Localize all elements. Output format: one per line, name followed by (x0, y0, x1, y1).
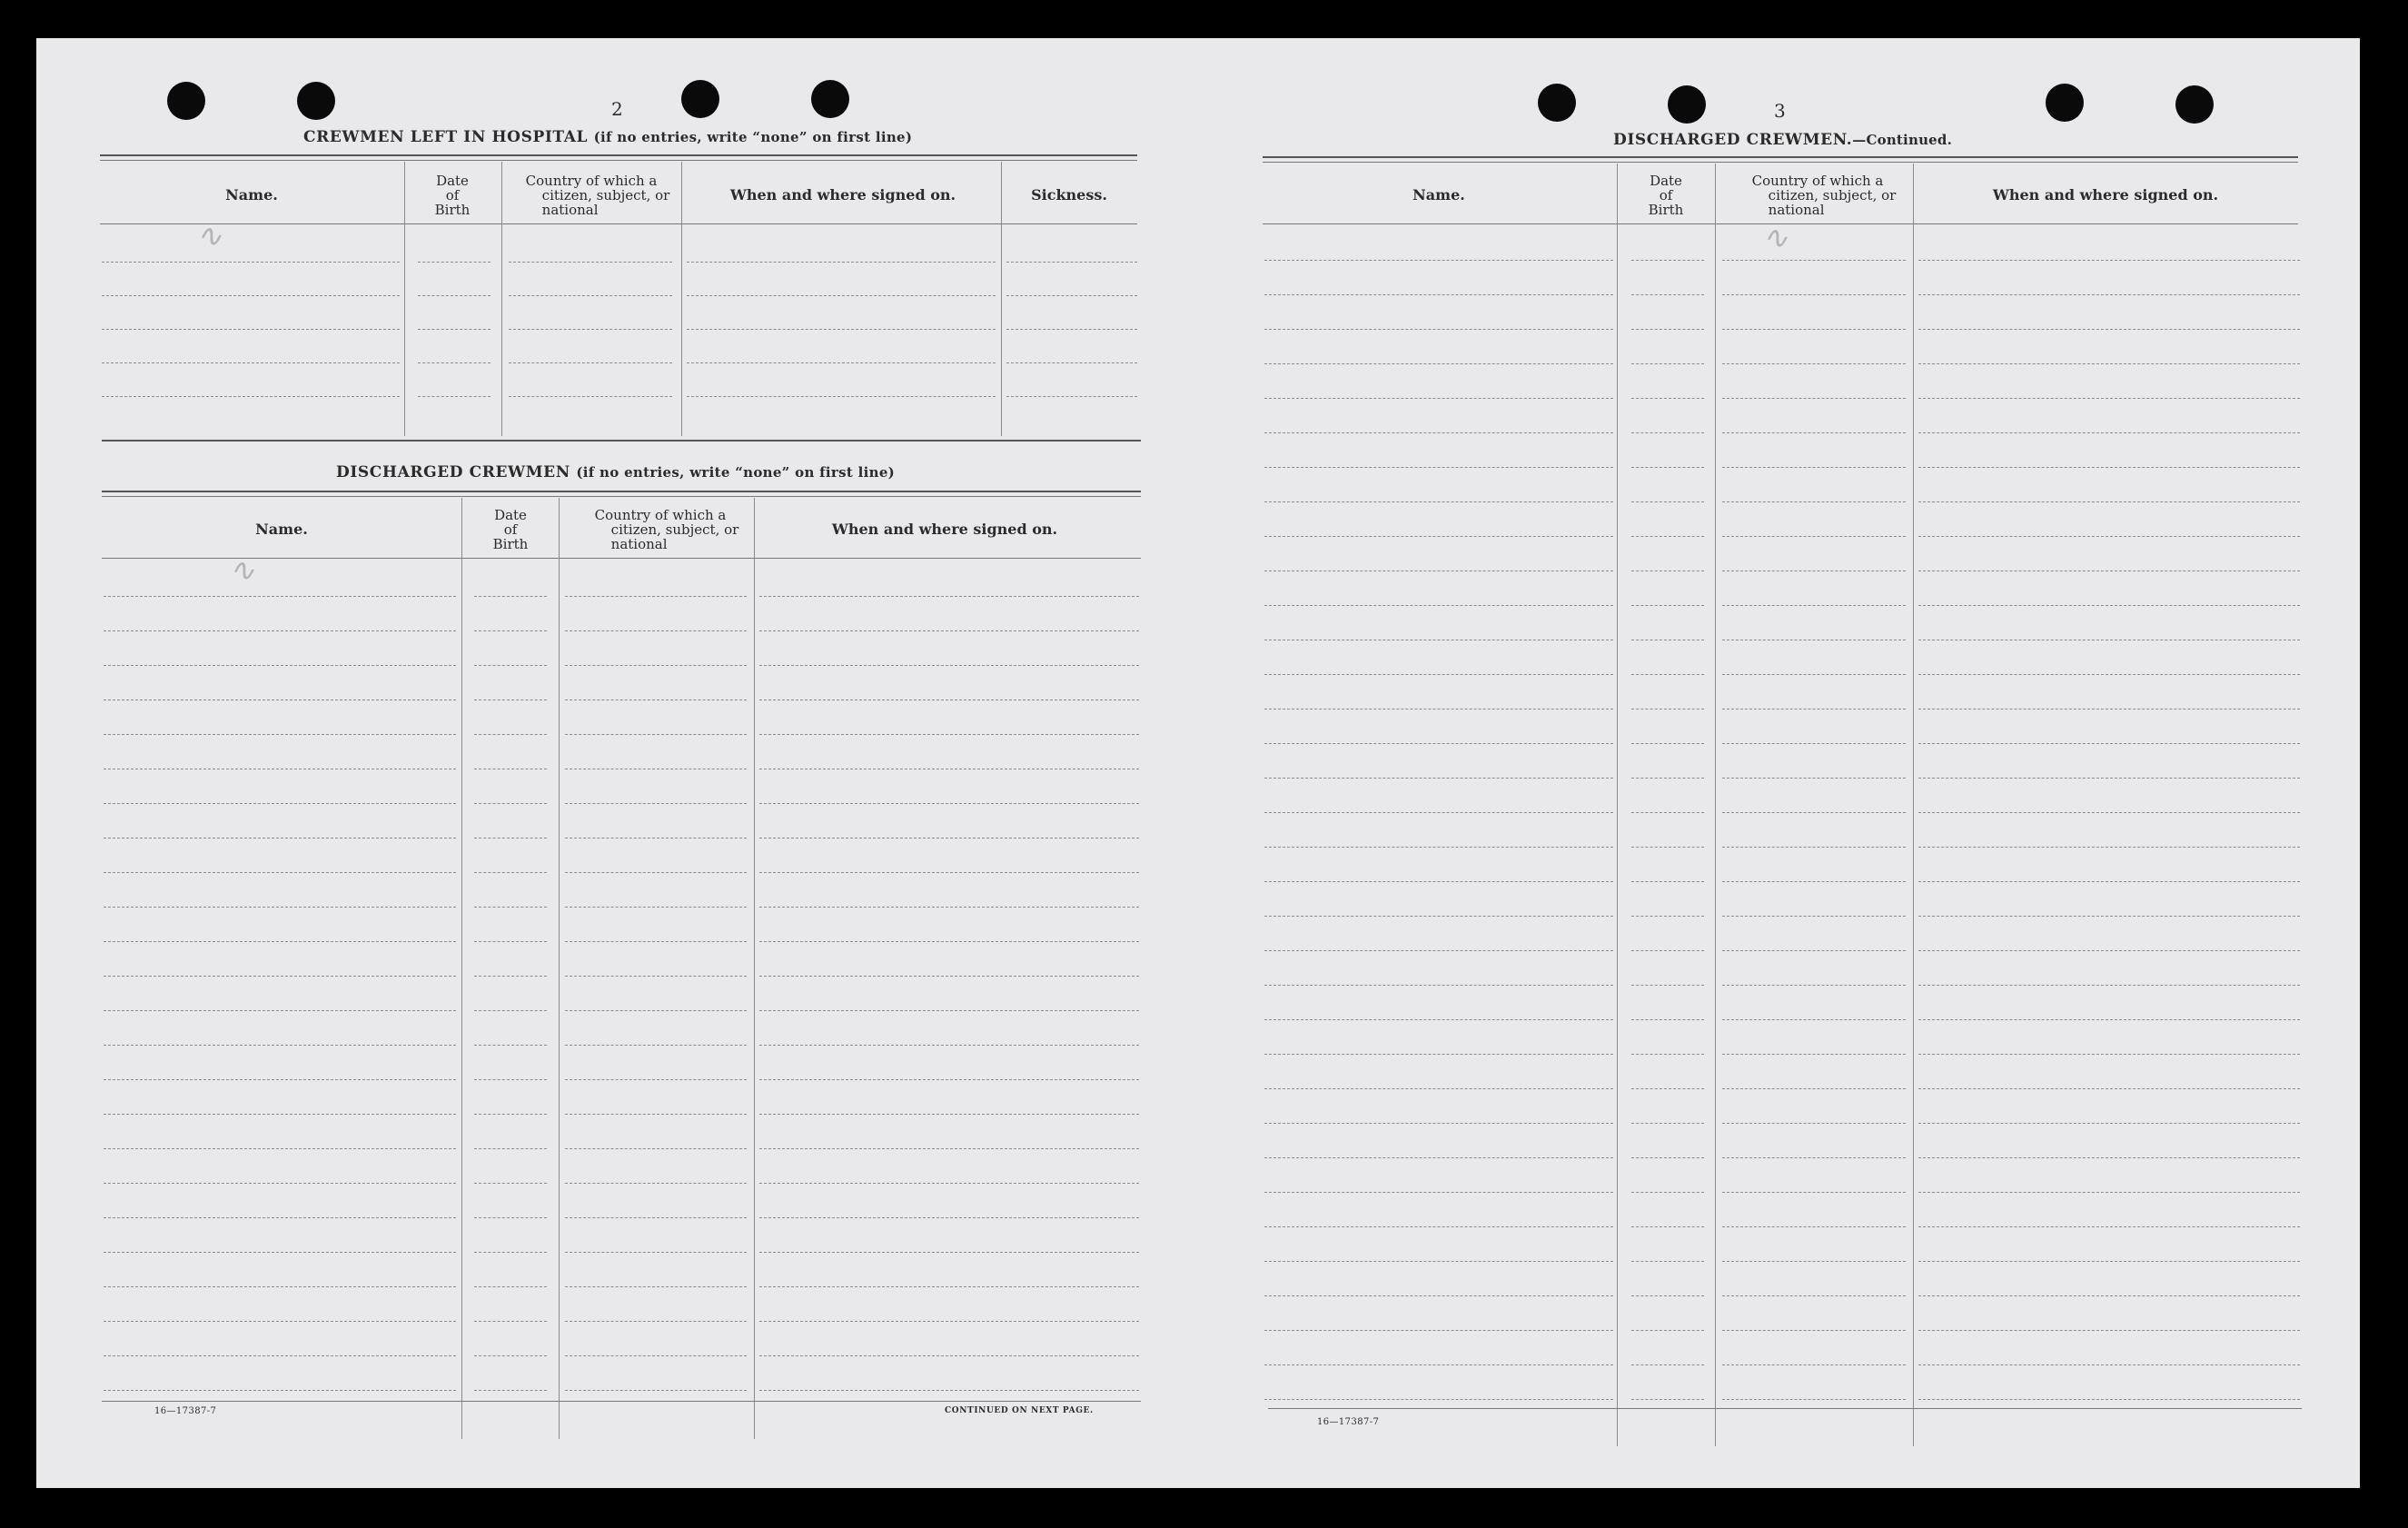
blank-entry-line (1631, 432, 1704, 433)
blank-entry-line (1264, 950, 1613, 951)
blank-entry-line (759, 1355, 1139, 1356)
blank-entry-line (1264, 1330, 1613, 1331)
blank-entry-line (565, 1286, 747, 1287)
blank-entry-line (1264, 812, 1613, 813)
blank-entry-line (1264, 1088, 1613, 1089)
blank-entry-line (1722, 985, 1906, 986)
blank-entry-line (1631, 363, 1704, 364)
blank-entry-line (1918, 1261, 2300, 1262)
blank-entry-line (1722, 1088, 1906, 1089)
bottom-rule (102, 1401, 1141, 1402)
discharged-instruction: (if no entries, write “none” on first line) (576, 464, 896, 481)
section-rule (102, 491, 1141, 492)
col-header-signed-on: When and where signed on. (831, 521, 1058, 538)
blank-entry-line (759, 1286, 1139, 1287)
blank-entry-line (1918, 1295, 2300, 1296)
blank-entry-line (565, 734, 747, 735)
blank-entry-line (1918, 847, 2300, 848)
blank-entry-line (104, 1148, 456, 1149)
blank-entry-line (474, 1390, 547, 1391)
punch-hole (1668, 85, 1706, 124)
blank-entry-line (1631, 1054, 1704, 1055)
blank-entry-line (104, 1183, 456, 1184)
blank-entry-line (759, 1217, 1139, 1218)
blank-entry-line (104, 596, 456, 597)
blank-entry-line (418, 262, 491, 263)
blank-entry-line (759, 596, 1139, 597)
blank-entry-line (1264, 778, 1613, 779)
blank-entry-line (1631, 1157, 1704, 1158)
blank-entry-line (1264, 881, 1613, 882)
blank-entry-line (1264, 294, 1613, 295)
blank-entry-line (1918, 1088, 2300, 1089)
column-divider (1617, 164, 1618, 1446)
blank-entry-line (1264, 1261, 1613, 1262)
discharged-title-text: DISCHARGED CREWMEN (336, 463, 570, 481)
blank-entry-line (1631, 1330, 1704, 1331)
blank-entry-line (565, 1355, 747, 1356)
blank-entry-line (509, 329, 672, 330)
col-header-dob: Date of Birth (434, 173, 471, 218)
blank-entry-line (565, 1045, 747, 1046)
blank-entry-line (1918, 812, 2300, 813)
blank-entry-line (1631, 1399, 1704, 1400)
blank-entry-line (1264, 1157, 1613, 1158)
blank-entry-line (104, 665, 456, 666)
blank-entry-line (1631, 398, 1704, 399)
blank-entry-line (1631, 916, 1704, 917)
blank-entry-line (1264, 363, 1613, 364)
col-header-country: Country of which a citizen, subject, or national (594, 507, 739, 552)
blank-entry-line (474, 1321, 547, 1322)
blank-entry-line (759, 1079, 1139, 1080)
blank-entry-line (1264, 847, 1613, 848)
blank-entry-line (474, 1286, 547, 1287)
blank-entry-line (418, 329, 491, 330)
blank-entry-line (1264, 329, 1613, 330)
blank-entry-line (474, 1148, 547, 1149)
continued-note: CONTINUED ON NEXT PAGE. (945, 1406, 1094, 1415)
blank-entry-line (565, 630, 747, 631)
punch-hole (681, 80, 719, 118)
discharged-title-text: DISCHARGED CREWMEN. (1613, 131, 1853, 149)
blank-entry-line (1918, 1123, 2300, 1124)
col-header-country: Country of which a citizen, subject, or national (525, 173, 670, 218)
blank-entry-line (104, 941, 456, 942)
blank-entry-line (565, 1321, 747, 1322)
blank-entry-line (565, 1079, 747, 1080)
blank-entry-line (1918, 1054, 2300, 1055)
blank-entry-line (104, 907, 456, 908)
blank-entry-line (1631, 812, 1704, 813)
blank-entry-line (104, 1390, 456, 1391)
blank-entry-line (104, 1321, 456, 1322)
hospital-section-title (303, 128, 912, 146)
blank-entry-line (1918, 985, 2300, 986)
blank-entry-line (1631, 329, 1704, 330)
blank-entry-line (687, 262, 996, 263)
blank-entry-line (104, 1355, 456, 1356)
column-divider (404, 162, 405, 436)
page-number: 3 (1774, 100, 1786, 122)
blank-entry-line (104, 1045, 456, 1046)
column-divider (559, 498, 560, 1439)
blank-entry-line (1006, 329, 1137, 330)
blank-entry-line (759, 907, 1139, 908)
blank-entry-line (1722, 260, 1906, 261)
blank-entry-line (1264, 1054, 1613, 1055)
blank-entry-line (1264, 1295, 1613, 1296)
col-header-name: Name. (255, 521, 308, 538)
blank-entry-line (474, 665, 547, 666)
blank-entry-line (474, 1183, 547, 1184)
blank-entry-line (565, 1183, 747, 1184)
scanned-sheet (36, 38, 2360, 1488)
punch-hole (811, 80, 849, 118)
blank-entry-line (1918, 1364, 2300, 1365)
hospital-title-text: CREWMEN LEFT IN HOSPITAL (303, 128, 589, 146)
punch-hole (167, 82, 205, 120)
blank-entry-line (565, 1252, 747, 1253)
blank-entry-line (1264, 260, 1613, 261)
blank-entry-line (1631, 260, 1704, 261)
blank-entry-line (1722, 1295, 1906, 1296)
col-header-country: Country of which a citizen, subject, or national (1751, 173, 1897, 218)
blank-entry-line (759, 1045, 1139, 1046)
blank-entry-line (104, 734, 456, 735)
blank-entry-line (565, 1390, 747, 1391)
blank-entry-line (1918, 674, 2300, 675)
blank-entry-line (1918, 294, 2300, 295)
blank-entry-line (1006, 396, 1137, 397)
blank-entry-line (565, 907, 747, 908)
blank-entry-line (1722, 329, 1906, 330)
blank-entry-line (1722, 1019, 1906, 1020)
blank-entry-line (1264, 432, 1613, 433)
blank-entry-line (104, 1010, 456, 1011)
blank-entry-line (1631, 1019, 1704, 1020)
blank-entry-line (565, 1010, 747, 1011)
top-rule (1263, 162, 2298, 163)
blank-entry-line (687, 329, 996, 330)
blank-entry-line (1631, 743, 1704, 744)
blank-entry-line (1631, 501, 1704, 502)
blank-entry-line (759, 941, 1139, 942)
blank-entry-line (1264, 1192, 1613, 1193)
blank-entry-line (1722, 1054, 1906, 1055)
section-rule (102, 496, 1141, 497)
form-number: 16—17387-7 (1317, 1417, 1380, 1427)
blank-entry-line (1264, 467, 1613, 468)
pencil-mark: ∿ (1762, 220, 1794, 256)
blank-entry-line (1918, 501, 2300, 502)
blank-entry-line (759, 1252, 1139, 1253)
blank-entry-line (1006, 362, 1137, 363)
blank-entry-line (474, 1252, 547, 1253)
blank-entry-line (565, 872, 747, 873)
blank-entry-line (759, 976, 1139, 977)
blank-entry-line (509, 362, 672, 363)
blank-entry-line (1264, 1364, 1613, 1365)
blank-entry-line (1006, 295, 1137, 296)
hospital-instruction: (if no entries, write “none” on first line) (593, 129, 913, 145)
blank-entry-line (1264, 1226, 1613, 1227)
blank-entry-line (1722, 881, 1906, 882)
blank-entry-line (1722, 1226, 1906, 1227)
blank-entry-line (1918, 467, 2300, 468)
blank-entry-line (104, 1286, 456, 1287)
blank-entry-line (1722, 743, 1906, 744)
continued-suffix: —Continued. (1852, 132, 1953, 148)
blank-entry-line (759, 1010, 1139, 1011)
blank-entry-line (1722, 778, 1906, 779)
blank-entry-line (1631, 1295, 1704, 1296)
blank-entry-line (1264, 536, 1613, 537)
blank-entry-line (1631, 536, 1704, 537)
blank-entry-line (1918, 916, 2300, 917)
blank-entry-line (759, 1148, 1139, 1149)
blank-entry-line (1631, 1192, 1704, 1193)
blank-entry-line (565, 1148, 747, 1149)
col-header-name: Name. (225, 186, 278, 203)
blank-entry-line (1264, 1123, 1613, 1124)
blank-entry-line (1631, 847, 1704, 848)
column-divider (1001, 162, 1002, 436)
blank-entry-line (565, 1114, 747, 1115)
blank-entry-line (474, 803, 547, 804)
blank-entry-line (104, 1252, 456, 1253)
blank-entry-line (759, 734, 1139, 735)
blank-entry-line (1918, 329, 2300, 330)
col-header-sickness: Sickness. (1031, 186, 1107, 203)
blank-entry-line (1918, 881, 2300, 882)
blank-entry-line (1264, 501, 1613, 502)
blank-entry-line (565, 976, 747, 977)
blank-entry-line (418, 362, 491, 363)
blank-entry-line (1722, 1192, 1906, 1193)
blank-entry-line (1722, 847, 1906, 848)
blank-entry-line (104, 803, 456, 804)
blank-entry-line (1631, 1226, 1704, 1227)
blank-entry-line (1722, 363, 1906, 364)
blank-entry-line (1631, 674, 1704, 675)
blank-entry-line (104, 1114, 456, 1115)
col-header-dob: Date of Birth (492, 507, 529, 552)
blank-entry-line (1918, 260, 2300, 261)
blank-entry-line (1918, 950, 2300, 951)
col-header-signed-on: When and where signed on. (729, 186, 956, 203)
blank-entry-line (1722, 812, 1906, 813)
punch-hole (297, 82, 335, 120)
header-underline (100, 223, 1137, 224)
column-divider (461, 498, 462, 1439)
blank-entry-line (474, 630, 547, 631)
discharged-continued-title (1613, 131, 1952, 149)
blank-entry-line (474, 1045, 547, 1046)
blank-entry-line (1631, 1088, 1704, 1089)
blank-entry-line (1918, 1399, 2300, 1400)
blank-entry-line (474, 734, 547, 735)
punch-hole (2175, 85, 2214, 124)
blank-entry-line (102, 329, 400, 330)
blank-entry-line (1722, 467, 1906, 468)
blank-entry-line (102, 396, 400, 397)
blank-entry-line (1006, 262, 1137, 263)
blank-entry-line (1722, 1399, 1906, 1400)
column-divider (1715, 164, 1716, 1446)
blank-entry-line (1722, 1157, 1906, 1158)
blank-entry-line (102, 262, 400, 263)
blank-entry-line (1631, 1261, 1704, 1262)
blank-entry-line (1722, 1364, 1906, 1365)
blank-entry-line (1918, 363, 2300, 364)
blank-entry-line (474, 907, 547, 908)
blank-entry-line (1722, 501, 1906, 502)
blank-entry-line (1722, 1123, 1906, 1124)
blank-entry-line (687, 396, 996, 397)
blank-entry-line (474, 1079, 547, 1080)
blank-entry-line (759, 630, 1139, 631)
blank-entry-line (1631, 1123, 1704, 1124)
blank-entry-line (565, 665, 747, 666)
blank-entry-line (1631, 985, 1704, 986)
blank-entry-line (1631, 1364, 1704, 1365)
blank-entry-line (1918, 1019, 2300, 1020)
blank-entry-line (687, 295, 996, 296)
blank-entry-line (1264, 743, 1613, 744)
blank-entry-line (104, 1079, 456, 1080)
blank-entry-line (102, 295, 400, 296)
blank-entry-line (1631, 950, 1704, 951)
blank-entry-line (1264, 916, 1613, 917)
blank-entry-line (565, 596, 747, 597)
blank-entry-line (565, 1217, 747, 1218)
blank-entry-line (1918, 1192, 2300, 1193)
blank-entry-line (418, 396, 491, 397)
blank-entry-line (418, 295, 491, 296)
pencil-mark: ∿ (229, 552, 261, 589)
blank-entry-line (759, 665, 1139, 666)
blank-entry-line (509, 295, 672, 296)
blank-entry-line (1264, 674, 1613, 675)
blank-entry-line (474, 872, 547, 873)
discharged-section-title (336, 463, 895, 481)
blank-entry-line (1631, 467, 1704, 468)
blank-entry-line (104, 872, 456, 873)
blank-entry-line (1722, 294, 1906, 295)
blank-entry-line (1722, 916, 1906, 917)
blank-entry-line (474, 1010, 547, 1011)
blank-entry-line (1722, 536, 1906, 537)
blank-entry-line (1722, 1330, 1906, 1331)
top-rule (1263, 156, 2298, 158)
blank-entry-line (1722, 398, 1906, 399)
page-number: 2 (611, 98, 623, 120)
blank-entry-line (1918, 398, 2300, 399)
blank-entry-line (1264, 1399, 1613, 1400)
col-header-dob: Date of Birth (1648, 173, 1684, 218)
blank-entry-line (474, 976, 547, 977)
blank-entry-line (1918, 605, 2300, 606)
blank-entry-line (474, 1114, 547, 1115)
blank-entry-line (509, 396, 672, 397)
blank-entry-line (1264, 985, 1613, 986)
blank-entry-line (1722, 432, 1906, 433)
blank-entry-line (474, 941, 547, 942)
blank-entry-line (759, 872, 1139, 873)
blank-entry-line (1631, 605, 1704, 606)
blank-entry-line (509, 262, 672, 263)
blank-entry-line (759, 803, 1139, 804)
blank-entry-line (104, 1217, 456, 1218)
blank-entry-line (474, 1355, 547, 1356)
blank-entry-line (474, 1217, 547, 1218)
blank-entry-line (1918, 778, 2300, 779)
blank-entry-line (1264, 605, 1613, 606)
bottom-rule (1268, 1408, 2302, 1409)
column-divider (681, 162, 682, 436)
blank-entry-line (1722, 674, 1906, 675)
blank-entry-line (1264, 398, 1613, 399)
blank-entry-line (1631, 778, 1704, 779)
blank-entry-line (1722, 950, 1906, 951)
blank-entry-line (1722, 1261, 1906, 1262)
blank-entry-line (1918, 536, 2300, 537)
blank-entry-line (1722, 605, 1906, 606)
blank-entry-line (1918, 1330, 2300, 1331)
blank-entry-line (759, 1114, 1139, 1115)
column-divider (1913, 164, 1914, 1446)
blank-entry-line (1631, 294, 1704, 295)
top-rule (100, 160, 1137, 161)
top-rule (100, 154, 1137, 156)
punch-hole (2046, 84, 2084, 122)
form-number: 16—17387-7 (154, 1406, 217, 1416)
col-header-signed-on: When and where signed on. (1992, 186, 2219, 203)
blank-entry-line (1918, 1157, 2300, 1158)
blank-entry-line (1631, 881, 1704, 882)
blank-entry-line (1264, 1019, 1613, 1020)
blank-entry-line (104, 976, 456, 977)
blank-entry-line (474, 596, 547, 597)
col-header-name: Name. (1412, 186, 1465, 203)
blank-entry-line (104, 630, 456, 631)
column-divider (754, 498, 755, 1439)
column-divider (501, 162, 502, 436)
blank-entry-line (759, 1321, 1139, 1322)
blank-entry-line (565, 803, 747, 804)
blank-entry-line (759, 1183, 1139, 1184)
pencil-mark: ∿ (196, 218, 228, 254)
blank-entry-line (687, 362, 996, 363)
punch-hole (1538, 84, 1576, 122)
blank-entry-line (1918, 432, 2300, 433)
blank-entry-line (1918, 743, 2300, 744)
blank-entry-line (565, 941, 747, 942)
blank-entry-line (1918, 1226, 2300, 1227)
blank-entry-line (102, 362, 400, 363)
section-rule (102, 440, 1141, 442)
blank-entry-line (759, 1390, 1139, 1391)
